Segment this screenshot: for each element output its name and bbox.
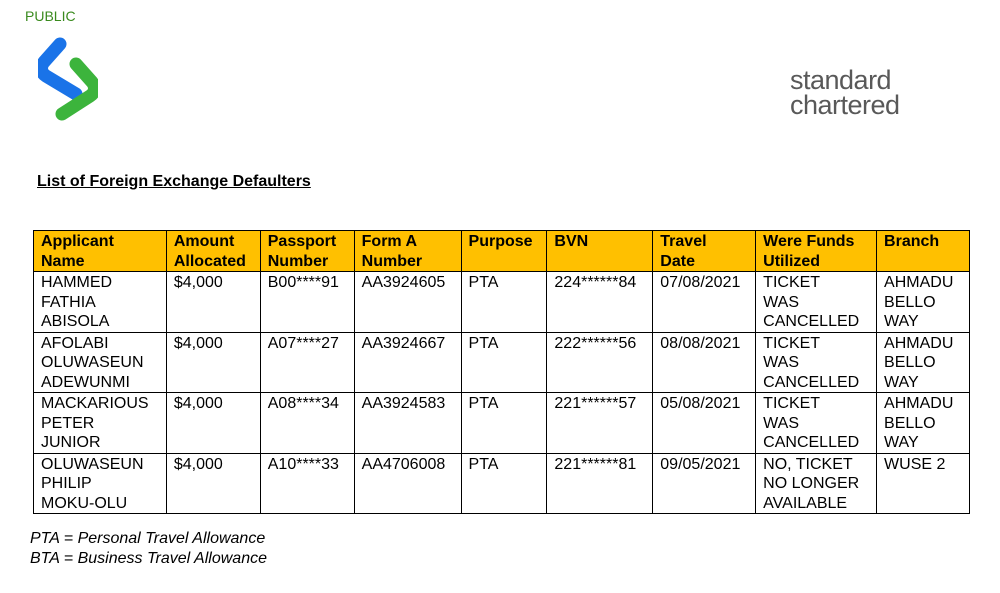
cell-amount-allocated bbox=[166, 332, 260, 393]
brand-wordmark bbox=[790, 65, 900, 120]
cell-line: NO, TICKET bbox=[763, 455, 853, 473]
cell-line: A10****33 bbox=[267, 455, 339, 473]
cell-purpose bbox=[461, 272, 547, 333]
cell-line: 224******84 bbox=[554, 274, 637, 291]
wordmark-line-2: chartered bbox=[790, 90, 900, 120]
classification-label: PUBLIC bbox=[25, 8, 76, 24]
column-header-amount-allocated bbox=[166, 231, 260, 272]
cell-line: AA4706008 bbox=[361, 455, 446, 473]
cell-applicant-name bbox=[34, 272, 167, 333]
cell-line: NO LONGER bbox=[763, 475, 860, 492]
cell-were-funds-utilized bbox=[756, 332, 877, 393]
cell-line: Number bbox=[361, 252, 423, 270]
document-title: List of Foreign Exchange Defaulters bbox=[37, 173, 311, 190]
wordmark-line-1: standard bbox=[790, 65, 892, 95]
cell-line: PTA bbox=[468, 334, 499, 352]
cell-line: Amount bbox=[173, 233, 235, 250]
cell-amount-allocated bbox=[166, 393, 260, 454]
cell-line: AA3924605 bbox=[361, 274, 446, 291]
table-row bbox=[34, 332, 970, 393]
table-row bbox=[34, 393, 970, 454]
cell-line: Were Funds bbox=[763, 233, 855, 250]
cell-line: OLUWASEUN bbox=[41, 455, 144, 473]
cell-line: FATHIA bbox=[41, 293, 96, 311]
cell-line: Applicant bbox=[41, 233, 114, 250]
table-header bbox=[34, 231, 970, 272]
cell-travel-date bbox=[653, 393, 756, 454]
cell-form-a-number bbox=[354, 453, 461, 514]
cell-purpose bbox=[461, 393, 547, 454]
standard-chartered-logo-icon bbox=[38, 36, 98, 122]
cell-line: $4,000 bbox=[173, 334, 223, 352]
cell-line: PTA bbox=[468, 274, 499, 291]
defaulters-table bbox=[33, 230, 970, 514]
cell-line: B00****91 bbox=[267, 274, 339, 291]
cell-passport-number bbox=[260, 332, 354, 393]
cell-line: Utilized bbox=[763, 252, 821, 270]
footnotes bbox=[30, 529, 267, 569]
cell-passport-number bbox=[260, 272, 354, 333]
cell-line: WAS bbox=[763, 414, 800, 432]
cell-passport-number bbox=[260, 453, 354, 514]
cell-line: Passport bbox=[267, 233, 337, 250]
column-header-were-funds-utilized bbox=[756, 231, 877, 272]
cell-line: BVN bbox=[554, 233, 589, 250]
column-header-passport-number bbox=[260, 231, 354, 272]
cell-line: ADEWUNMI bbox=[41, 373, 130, 391]
cell-line: 07/08/2021 bbox=[660, 274, 741, 291]
cell-line: 08/08/2021 bbox=[660, 334, 741, 352]
cell-branch bbox=[877, 332, 970, 393]
footnote-bta: BTA = Business Travel Allowance bbox=[30, 550, 267, 567]
cell-line: BELLO bbox=[884, 414, 936, 432]
cell-line: AHMADU bbox=[884, 274, 954, 291]
cell-were-funds-utilized bbox=[756, 393, 877, 454]
footnote-pta: PTA = Personal Travel Allowance bbox=[30, 530, 266, 547]
cell-line: $4,000 bbox=[173, 455, 223, 473]
cell-branch bbox=[877, 272, 970, 333]
cell-branch bbox=[877, 453, 970, 514]
cell-line: Branch bbox=[884, 233, 940, 250]
cell-line: AFOLABI bbox=[41, 334, 109, 352]
column-header-form-a-number bbox=[354, 231, 461, 272]
cell-line: PETER bbox=[41, 414, 95, 432]
cell-applicant-name bbox=[34, 453, 167, 514]
cell-line: Travel bbox=[660, 233, 707, 250]
cell-line: A08****34 bbox=[267, 395, 339, 412]
cell-amount-allocated bbox=[166, 272, 260, 333]
cell-bvn bbox=[547, 393, 653, 454]
cell-line: MACKARIOUS bbox=[41, 395, 149, 412]
cell-purpose bbox=[461, 453, 547, 514]
cell-line: WUSE 2 bbox=[884, 455, 946, 473]
table-body bbox=[34, 272, 970, 514]
cell-line: Name bbox=[41, 252, 85, 270]
cell-form-a-number bbox=[354, 393, 461, 454]
cell-line: Form A bbox=[361, 233, 418, 250]
cell-amount-allocated bbox=[166, 453, 260, 514]
cell-line: TICKET bbox=[763, 334, 821, 352]
cell-travel-date bbox=[653, 272, 756, 333]
cell-line: 221******57 bbox=[554, 395, 637, 412]
cell-line: WAY bbox=[884, 313, 919, 330]
cell-line: ABISOLA bbox=[41, 313, 110, 330]
column-header-purpose bbox=[461, 231, 547, 272]
cell-line: $4,000 bbox=[173, 274, 223, 291]
cell-form-a-number bbox=[354, 332, 461, 393]
cell-line: WAY bbox=[884, 373, 919, 391]
header-row bbox=[34, 231, 970, 272]
cell-line: HAMMED bbox=[41, 274, 113, 291]
cell-bvn bbox=[547, 332, 653, 393]
cell-applicant-name bbox=[34, 332, 167, 393]
cell-line: MOKU-OLU bbox=[41, 494, 128, 512]
cell-line: WAS bbox=[763, 354, 800, 371]
cell-line: 221******81 bbox=[554, 455, 637, 473]
cell-line: Date bbox=[660, 252, 695, 270]
cell-line: PTA bbox=[468, 455, 499, 473]
cell-branch bbox=[877, 393, 970, 454]
cell-line: 09/05/2021 bbox=[660, 455, 741, 473]
cell-line: JUNIOR bbox=[41, 434, 101, 451]
column-header-applicant-name bbox=[34, 231, 167, 272]
cell-line: AA3924583 bbox=[361, 395, 446, 412]
cell-line: 222******56 bbox=[554, 334, 637, 352]
cell-line: BELLO bbox=[884, 354, 936, 371]
column-header-bvn bbox=[547, 231, 653, 272]
cell-applicant-name bbox=[34, 393, 167, 454]
cell-bvn bbox=[547, 453, 653, 514]
cell-line: PHILIP bbox=[41, 475, 92, 492]
cell-line: OLUWASEUN bbox=[41, 354, 144, 371]
cell-line: CANCELLED bbox=[763, 373, 860, 391]
cell-line: 05/08/2021 bbox=[660, 395, 741, 412]
cell-line: CANCELLED bbox=[763, 313, 860, 330]
cell-line: A07****27 bbox=[267, 334, 339, 352]
table-row bbox=[34, 272, 970, 333]
cell-line: PTA bbox=[468, 395, 499, 412]
cell-line: AVAILABLE bbox=[763, 494, 848, 512]
cell-were-funds-utilized bbox=[756, 272, 877, 333]
cell-purpose bbox=[461, 332, 547, 393]
cell-line: AA3924667 bbox=[361, 334, 446, 352]
column-header-travel-date bbox=[653, 231, 756, 272]
cell-passport-number bbox=[260, 393, 354, 454]
column-header-branch bbox=[877, 231, 970, 272]
cell-line: TICKET bbox=[763, 274, 821, 291]
cell-line: CANCELLED bbox=[763, 434, 860, 451]
cell-line: WAS bbox=[763, 293, 800, 311]
cell-line: BELLO bbox=[884, 293, 936, 311]
cell-travel-date bbox=[653, 332, 756, 393]
cell-line: WAY bbox=[884, 434, 919, 451]
cell-bvn bbox=[547, 272, 653, 333]
cell-line: Purpose bbox=[468, 233, 533, 250]
cell-were-funds-utilized bbox=[756, 453, 877, 514]
cell-travel-date bbox=[653, 453, 756, 514]
cell-form-a-number bbox=[354, 272, 461, 333]
cell-line: TICKET bbox=[763, 395, 821, 412]
cell-line: AHMADU bbox=[884, 334, 954, 352]
cell-line: Number bbox=[267, 252, 329, 270]
table-row bbox=[34, 453, 970, 514]
cell-line: $4,000 bbox=[173, 395, 223, 412]
cell-line: Allocated bbox=[173, 252, 246, 270]
cell-line: AHMADU bbox=[884, 395, 954, 412]
